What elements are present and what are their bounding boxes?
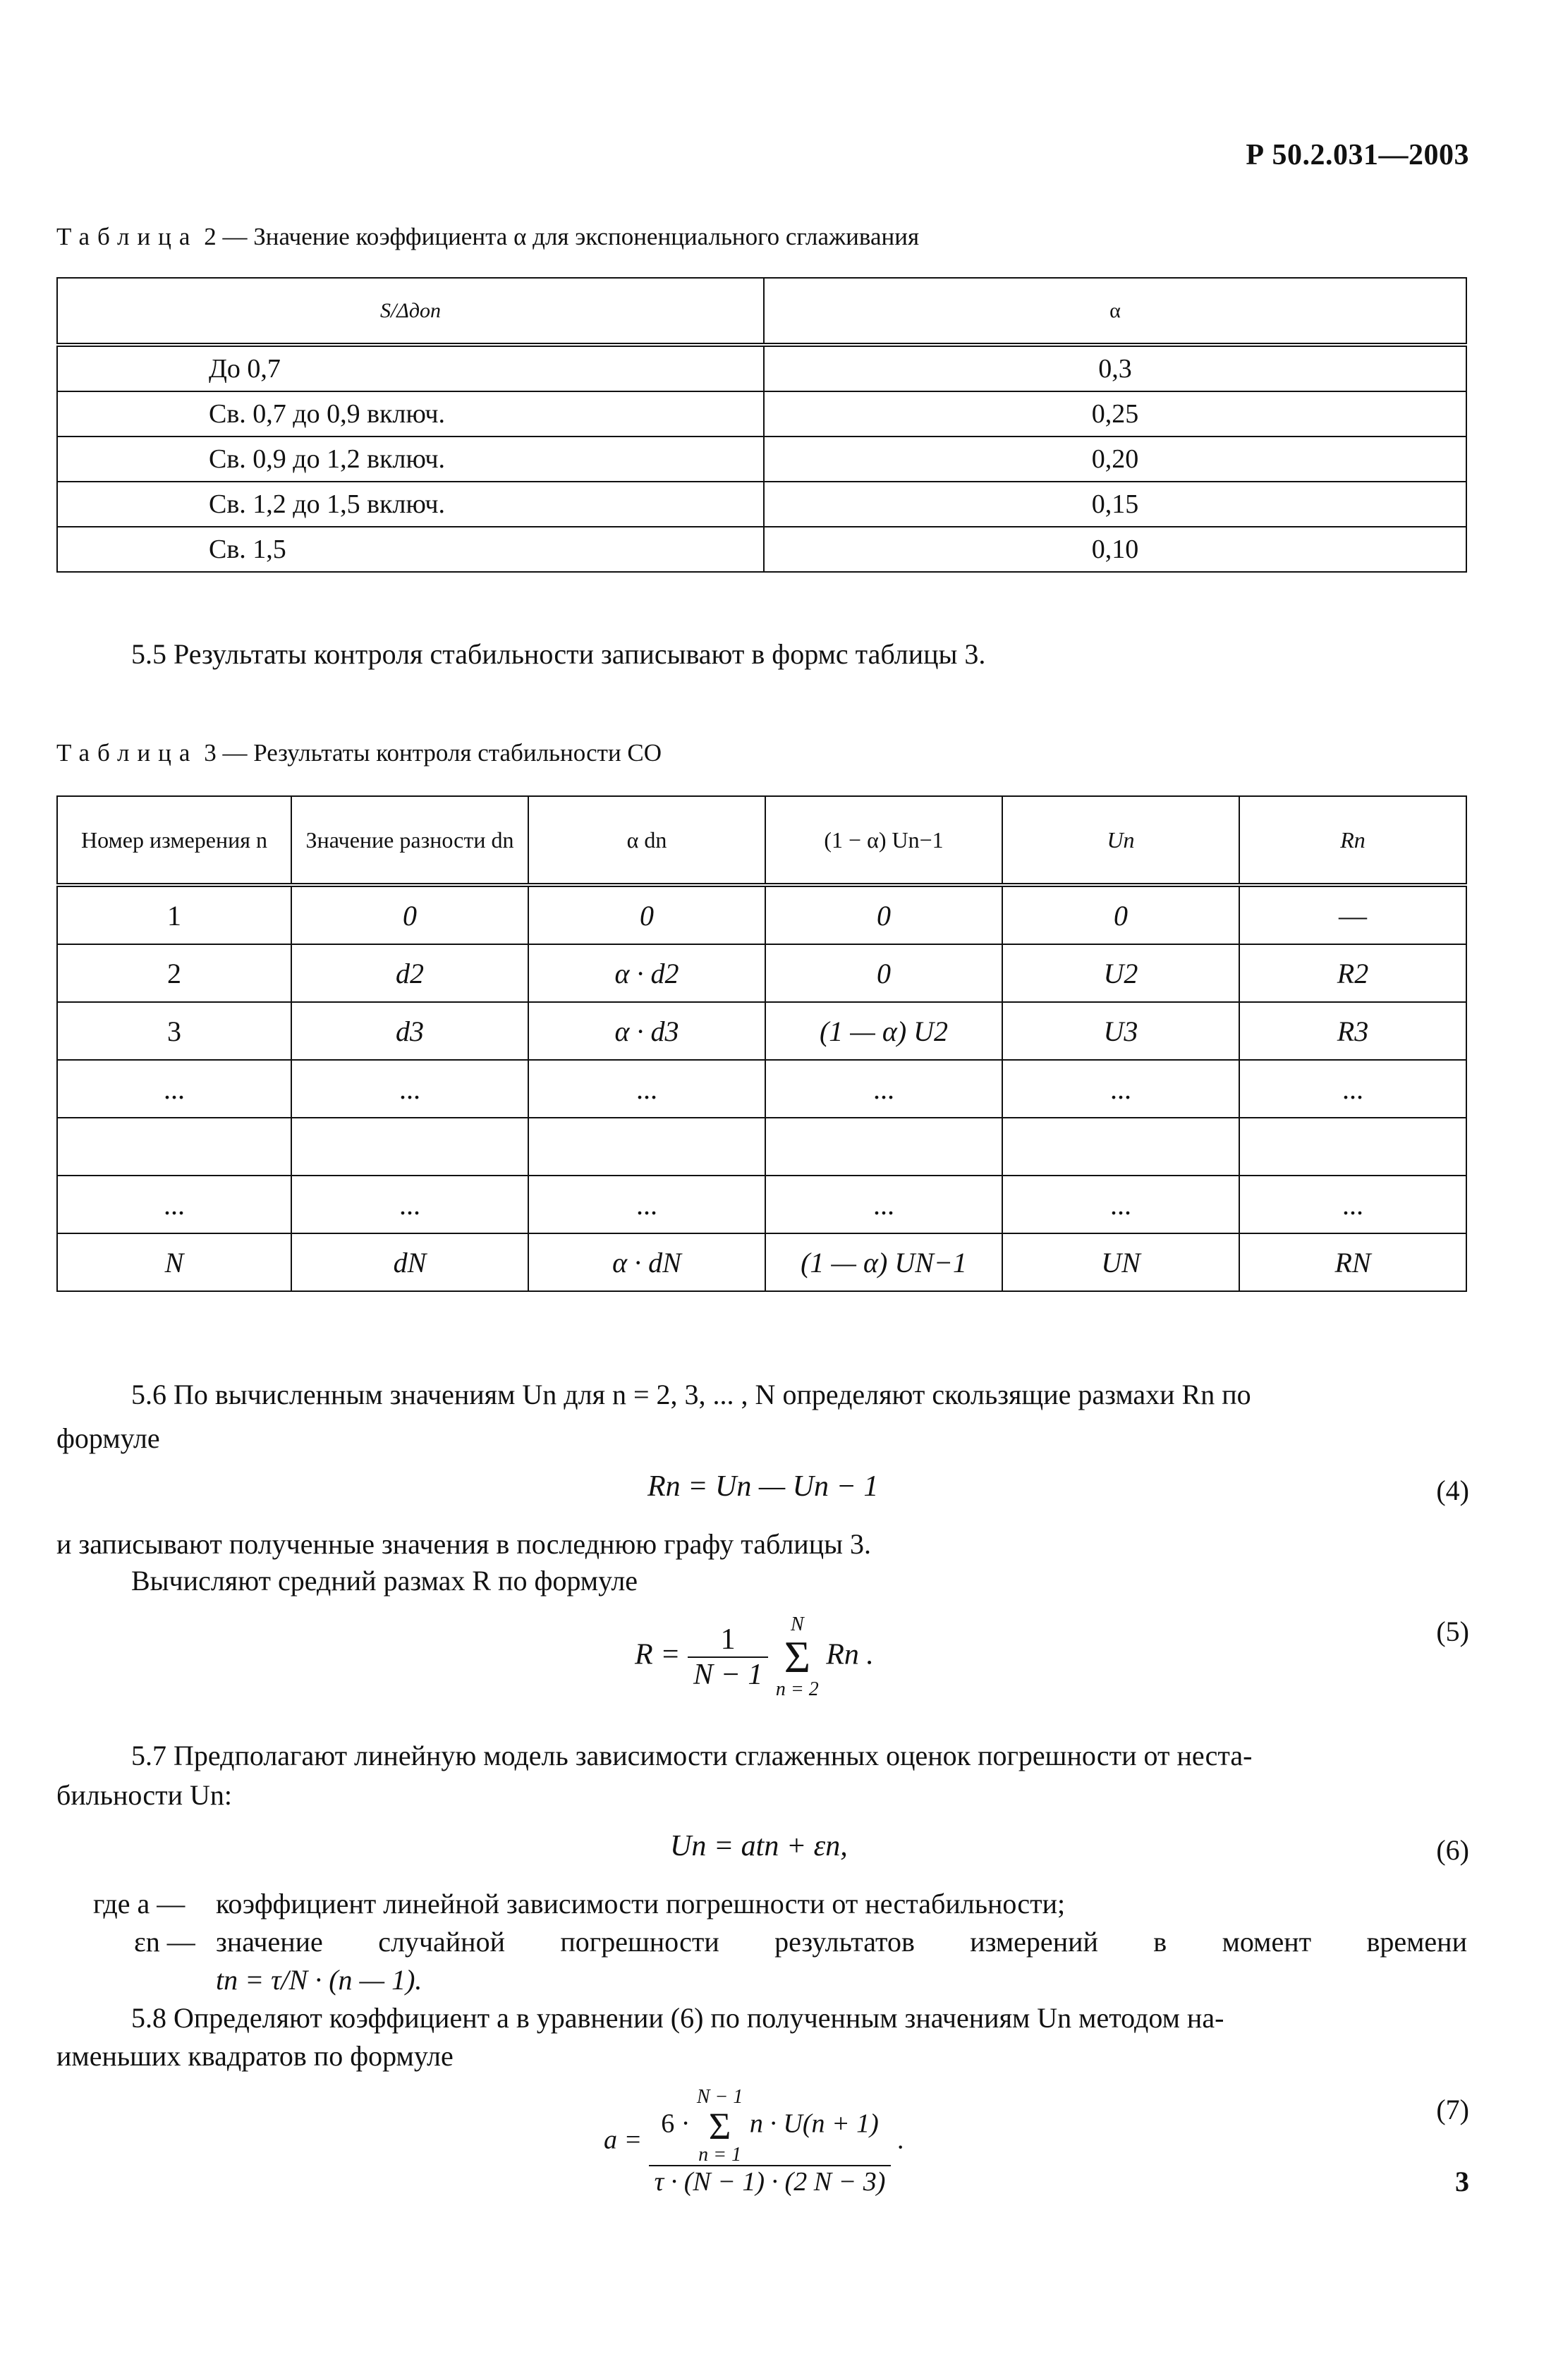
- table3-cell: 0: [765, 944, 1002, 1002]
- table-row: [57, 885, 1466, 944]
- table2-cell-range: Св. 1,2 до 1,5 включ.: [57, 482, 764, 527]
- table2-caption: [56, 223, 919, 251]
- document-number: Р 50.2.031—2003: [1246, 139, 1469, 171]
- table3-cell: 2: [57, 944, 291, 1002]
- table3-cell: ...: [528, 1176, 765, 1233]
- table-row: [57, 527, 1466, 572]
- page-number: 3: [1455, 2166, 1469, 2197]
- table-row: [57, 345, 1466, 391]
- table3-header-un: Un: [1002, 796, 1239, 885]
- table3-cell: 0: [291, 885, 528, 944]
- table2-cell-alpha: 0,25: [764, 391, 1466, 437]
- table2-header-row: [57, 278, 1466, 345]
- where-e-text-2: tn = τ/N · (n — 1).: [216, 1964, 422, 1996]
- formula-4: Rn = Un — Un − 1: [647, 1470, 879, 1503]
- table3: [56, 795, 1467, 1292]
- table3-cell-empty: [528, 1118, 765, 1176]
- table3-caption: [56, 739, 662, 767]
- paragraph-5-8-line1: 5.8 Определяют коэффициент a в уравнении (6) по полученным значениям Un методом на-: [131, 2002, 1224, 2034]
- table3-cell: ...: [291, 1176, 528, 1233]
- paragraph-5-6-intro5: Вычисляют средний размах R по формуле: [131, 1565, 638, 1597]
- table3-header-row: [57, 796, 1466, 885]
- table2-cell-alpha: 0,3: [764, 345, 1466, 391]
- formula-7-fraction: [649, 2087, 892, 2197]
- paragraph-5-7-line1: 5.7 Предполагают линейную модель зависимости сглаженных оценок погрешности от неста-: [131, 1740, 1253, 1771]
- formula-7-sum-top: N − 1: [696, 2086, 743, 2108]
- table3-cell: ...: [765, 1176, 1002, 1233]
- table3-cell: ...: [1239, 1060, 1466, 1118]
- formula-5: [635, 1615, 874, 1699]
- table3-cell: ...: [765, 1060, 1002, 1118]
- table3-header-1-alpha-u: (1 − α) Un−1: [765, 796, 1002, 885]
- table2-cell-alpha: 0,15: [764, 482, 1466, 527]
- table3-cell: dN: [291, 1233, 528, 1291]
- table3-cell: ...: [528, 1060, 765, 1118]
- table3-cell: U3: [1002, 1002, 1239, 1060]
- table2-cell-alpha: 0,20: [764, 437, 1466, 482]
- table-row: [57, 437, 1466, 482]
- formula-5-lhs: R =: [635, 1638, 681, 1671]
- equation-number-5: (5): [1436, 1616, 1469, 1647]
- table3-cell: ...: [1002, 1060, 1239, 1118]
- formula-7-sum: [697, 2087, 743, 2165]
- formula-5-fraction: [688, 1623, 768, 1692]
- table3-cell-empty: [1002, 1118, 1239, 1176]
- equation-number-6: (6): [1436, 1834, 1469, 1866]
- table3-cell: d2: [291, 944, 528, 1002]
- sigma-symbol: Σ: [784, 1632, 810, 1682]
- table3-cell: 0: [1002, 885, 1239, 944]
- table3-cell: —: [1239, 885, 1466, 944]
- formula-7-num-post: n · U(n + 1): [749, 2109, 879, 2139]
- table2-caption-text: 2 — Значение коэффициента α для экспоненциального сглаживания: [204, 223, 920, 250]
- table3-header-dn: Значение разности dn: [291, 796, 528, 885]
- table-row: [57, 944, 1466, 1002]
- table3-cell: N: [57, 1233, 291, 1291]
- formula-5-tail: Rn .: [826, 1638, 874, 1671]
- table3-cell: 0: [528, 885, 765, 944]
- where-a-symbol: где a —: [93, 1888, 185, 1920]
- table3-cell: 0: [765, 885, 1002, 944]
- paragraph-5-6-line2: формуле: [56, 1422, 160, 1454]
- table3-cell: ...: [1239, 1176, 1466, 1233]
- table3-header-rn: Rn: [1239, 796, 1466, 885]
- table2-header-alpha: α: [764, 278, 1466, 345]
- table3-cell: d3: [291, 1002, 528, 1060]
- paragraph-5-5: 5.5 Результаты контроля стабильности записывают в формс таблицы 3.: [131, 638, 986, 670]
- table3-cell: ...: [57, 1176, 291, 1233]
- table3-caption-text: 3 — Результаты контроля стабильности СО: [204, 739, 662, 767]
- formula-7-tail: .: [897, 2125, 905, 2155]
- table3-cell: U2: [1002, 944, 1239, 1002]
- table2-cell-range: Св. 1,5: [57, 527, 764, 572]
- formula-7: [604, 2087, 904, 2197]
- table3-cell-empty: [765, 1118, 1002, 1176]
- table3-header-alpha-dn: α dn: [528, 796, 765, 885]
- table-row: [57, 1176, 1466, 1233]
- table2-caption-word: Таблица: [56, 223, 198, 250]
- formula-5-sum-bottom: n = 2: [775, 1678, 819, 1700]
- paragraph-5-6-line1: 5.6 По вычисленным значениям Un для n = 2, 3, ... , N определяют скользящие размахи Rn по: [131, 1379, 1251, 1410]
- formula-7-lhs: a =: [604, 2125, 643, 2155]
- formula-5-sum: [776, 1615, 819, 1699]
- table2-cell-range: Св. 0,9 до 1,2 включ.: [57, 437, 764, 482]
- table-row: [57, 1118, 1466, 1176]
- table2-header-ratio: S/Δдоп: [57, 278, 764, 345]
- table3-cell: α · dN: [528, 1233, 765, 1291]
- table3-header-n: Номер измерения n: [57, 796, 291, 885]
- table-row: [57, 482, 1466, 527]
- formula-5-numerator: 1: [688, 1623, 768, 1658]
- table3-cell: ...: [291, 1060, 528, 1118]
- table3-cell: (1 — α) UN−1: [765, 1233, 1002, 1291]
- paragraph-5-6-after4: и записывают полученные значения в последнюю графу таблицы 3.: [56, 1528, 871, 1560]
- table3-cell: 1: [57, 885, 291, 944]
- formula-6: Un = atn + εn,: [670, 1830, 848, 1862]
- table3-cell: R3: [1239, 1002, 1466, 1060]
- where-e-text: значение случайной погрешности результатов измерений в момент времени: [216, 1926, 1467, 1958]
- table3-cell: R2: [1239, 944, 1466, 1002]
- paragraph-5-7-line2: бильности Un:: [56, 1779, 233, 1811]
- table2-cell-range: До 0,7: [57, 345, 764, 391]
- where-e-symbol: εn —: [134, 1926, 195, 1958]
- sigma-symbol: Σ: [708, 2105, 731, 2147]
- table-row: [57, 1002, 1466, 1060]
- where-a-text: коэффициент линейной зависимости погрешности от нестабильности;: [216, 1888, 1066, 1920]
- table3-cell: α · d2: [528, 944, 765, 1002]
- table3-cell: ...: [1002, 1176, 1239, 1233]
- table-row: [57, 1060, 1466, 1118]
- table3-cell: RN: [1239, 1233, 1466, 1291]
- table3-cell: UN: [1002, 1233, 1239, 1291]
- equation-number-7: (7): [1436, 2094, 1469, 2125]
- table3-caption-word: Таблица: [56, 739, 198, 767]
- table2: [56, 277, 1467, 573]
- table3-cell: 3: [57, 1002, 291, 1060]
- table3-cell-empty: [1239, 1118, 1466, 1176]
- formula-7-sum-bottom: n = 1: [698, 2144, 742, 2166]
- table-row: [57, 1233, 1466, 1291]
- table-row: [57, 391, 1466, 437]
- formula-7-num-pre: 6 ·: [661, 2109, 691, 2139]
- formula-5-denominator: N − 1: [693, 1659, 763, 1691]
- formula-7-numerator: [649, 2087, 892, 2166]
- table2-cell-range: Св. 0,7 до 0,9 включ.: [57, 391, 764, 437]
- table2-cell-alpha: 0,10: [764, 527, 1466, 572]
- table3-cell: ...: [57, 1060, 291, 1118]
- formula-5-sum-top: N: [790, 1613, 804, 1635]
- formula-7-denominator: τ · (N − 1) · (2 N − 3): [654, 2167, 886, 2197]
- table3-cell-empty: [291, 1118, 528, 1176]
- equation-number-4: (4): [1436, 1475, 1469, 1506]
- table3-cell: α · d3: [528, 1002, 765, 1060]
- table3-cell: (1 — α) U2: [765, 1002, 1002, 1060]
- table3-cell-empty: [57, 1118, 291, 1176]
- paragraph-5-8-line2: именьших квадратов по формуле: [56, 2040, 454, 2072]
